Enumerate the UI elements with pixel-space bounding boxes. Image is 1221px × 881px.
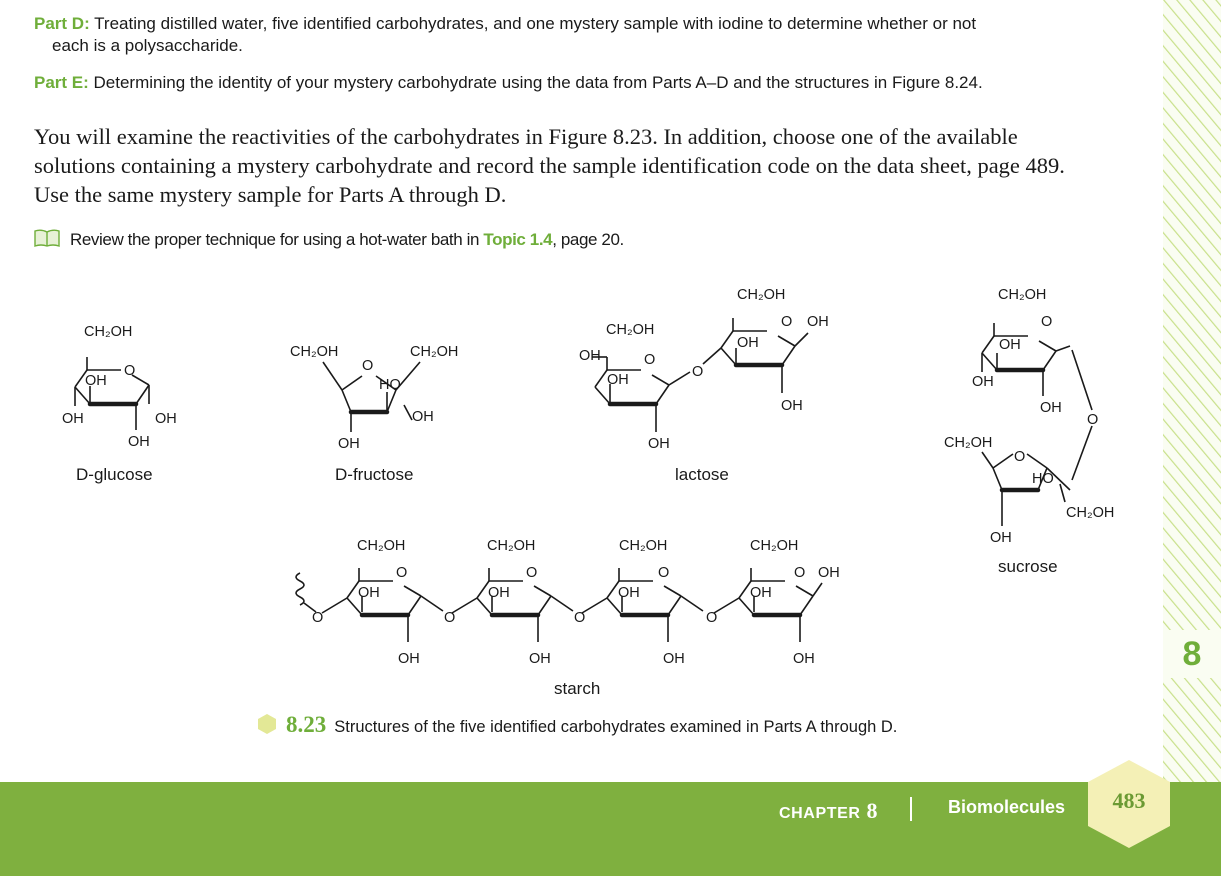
starch-ch2oh-4: CH₂OH [750, 538, 799, 554]
sucrose-structure [944, 287, 1114, 576]
chapter-text: CHAPTER [779, 805, 861, 822]
sucrose-ho: HO [1032, 471, 1054, 487]
starch-ring-o-2: O [526, 565, 538, 581]
chapter-tab: 8 [1163, 630, 1221, 678]
chapter-number: 8 [866, 798, 879, 823]
lactose-oh-c3b: OH [737, 335, 759, 351]
starch-ch2oh-3: CH₂OH [619, 538, 668, 554]
lactose-ch2oh-1: CH₂OH [606, 322, 655, 338]
lactose-oh-top: OH [579, 348, 601, 364]
lactose-ch2oh-2: CH₂OH [737, 287, 786, 303]
lactose-oh-c2: OH [648, 436, 670, 452]
starch-oh-c3-3: OH [618, 585, 640, 601]
section-title: Biomolecules [948, 797, 1066, 817]
sucrose-ring-o-1: O [1041, 314, 1053, 330]
glucose-oh-c4: OH [85, 373, 107, 389]
fructose-ho: HO [379, 377, 401, 393]
fructose-ch2oh-right: CH₂OH [410, 344, 459, 360]
starch-link-o-1: O [444, 610, 456, 626]
sucrose-ch2oh-left: CH₂OH [944, 435, 993, 451]
lactose-name: lactose [675, 465, 729, 484]
part-e-line: Determining the identity of your mystery carbohydrate using the data from Parts A–D and the structures in Figure 8.24. [88, 73, 983, 92]
lactose-ring-o-2: O [781, 314, 793, 330]
starch-ring-o-1: O [396, 565, 408, 581]
glucose-ring-o: O [124, 363, 136, 379]
topic-link[interactable]: Topic 1.4 [483, 230, 553, 249]
lactose-glycosidic-o: O [692, 364, 704, 380]
sucrose-glycosidic-o: O [1087, 412, 1099, 428]
starch-ring-o-4: O [794, 565, 806, 581]
figure-caption [256, 712, 897, 743]
part-d-label: Part D: [34, 14, 90, 33]
caption-text: Structures of the five identified carbohydrates examined in Parts A through D. [334, 718, 898, 736]
sucrose-oh-c3: OH [972, 374, 994, 390]
starch-ring-o-3: O [658, 565, 670, 581]
lactose-structure [579, 287, 829, 484]
starch-link-o-2: O [574, 610, 586, 626]
starch-ch2oh-1: CH₂OH [357, 538, 406, 554]
d-glucose-structure [62, 324, 177, 484]
footer-divider [910, 797, 912, 821]
sucrose-oh-c2: OH [1040, 400, 1062, 416]
sucrose-oh-bottom: OH [990, 530, 1012, 546]
starch-ch2oh-2: CH₂OH [487, 538, 536, 554]
hexagon-icon [256, 713, 278, 743]
starch-oh-c2-2: OH [529, 651, 551, 667]
fructose-oh-right: OH [412, 409, 434, 425]
starch-oh-c3-2: OH [488, 585, 510, 601]
glucose-oh-c3: OH [128, 434, 150, 450]
starch-link-o-3: O [706, 610, 718, 626]
review-prefix: Review the proper technique for using a hot-water bath in [70, 230, 484, 249]
figure-number: 8.23 [286, 712, 327, 737]
sucrose-oh-c4: OH [999, 337, 1021, 353]
review-suffix: , page 20. [552, 230, 624, 249]
starch-end-o: O [312, 610, 324, 626]
starch-oh-c2-3: OH [663, 651, 685, 667]
lactose-oh-anomeric: OH [807, 314, 829, 330]
starch-structure [296, 538, 840, 698]
starch-oh-c3-1: OH [358, 585, 380, 601]
page-number: 483 [1112, 788, 1146, 813]
sucrose-name: sucrose [998, 557, 1058, 576]
starch-name: starch [554, 679, 601, 698]
margin-stripe [1163, 0, 1221, 876]
fructose-name: D-fructose [335, 465, 414, 484]
starch-oh-c3-4: OH [750, 585, 772, 601]
starch-oh-anomeric: OH [818, 565, 840, 581]
sucrose-ring-o-2: O [1014, 449, 1026, 465]
glucose-name: D-glucose [76, 465, 153, 484]
chapter-label [779, 798, 878, 824]
paragraph-line-3: Use the same mystery sample for Parts A through D. [34, 182, 507, 207]
fructose-ch2oh-left: CH₂OH [290, 344, 339, 360]
fructose-oh-bottom: OH [338, 436, 360, 452]
lactose-oh-c2b: OH [781, 398, 803, 414]
paragraph-line-1: You will examine the reactivities of the carbohydrates in Figure 8.23. In addition, choose one of the available [34, 124, 1018, 149]
glucose-oh-c1: OH [62, 411, 84, 427]
lactose-ring-o-1: O [644, 352, 656, 368]
glucose-ch2oh: CH₂OH [84, 324, 133, 340]
sucrose-ch2oh-top: CH₂OH [998, 287, 1047, 303]
paragraph-line-2: solutions containing a mystery carbohydrate and record the sample identification code on the data sheet, page 489. [34, 153, 1065, 178]
fructose-ring-o: O [362, 358, 374, 374]
starch-oh-c2-1: OH [398, 651, 420, 667]
starch-oh-c2-4: OH [793, 651, 815, 667]
d-fructose-structure [290, 344, 458, 484]
sucrose-ch2oh-right: CH₂OH [1066, 505, 1115, 521]
part-e-label: Part E: [34, 73, 89, 92]
lactose-oh-c3: OH [607, 372, 629, 388]
glucose-oh-c2: OH [155, 411, 177, 427]
part-d-line-1: Treating distilled water, five identified carbohydrates, and one mystery sample with iodine to determine whether or not [89, 14, 977, 33]
part-d-line-2: each is a polysaccharide. [52, 36, 243, 55]
